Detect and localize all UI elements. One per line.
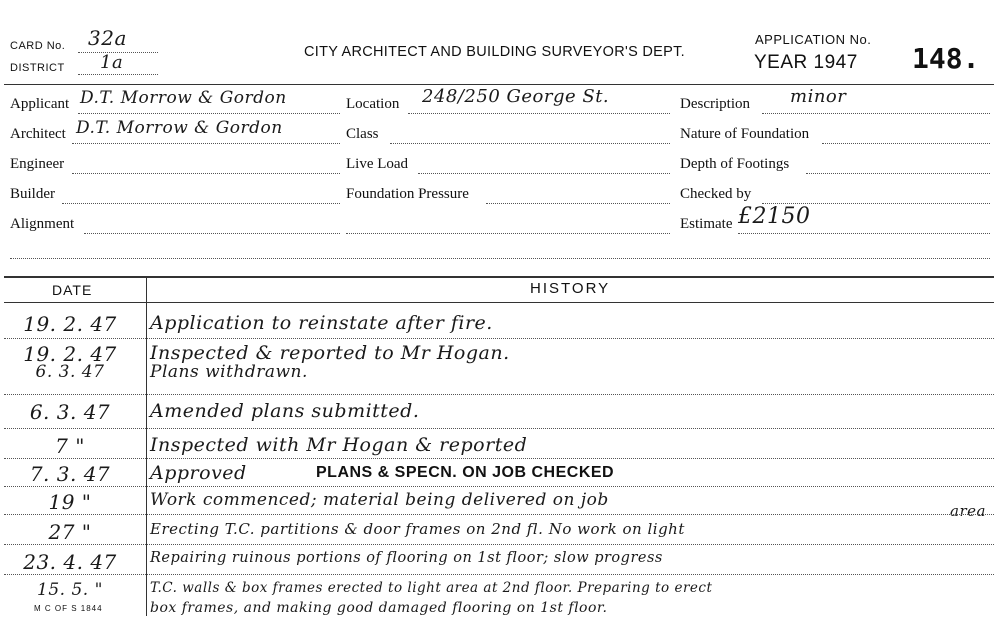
row-date: 23. 4. 47 [23, 550, 117, 574]
row-date: 7 " [55, 434, 85, 458]
district-value: 1a [100, 52, 124, 73]
table-row [0, 400, 999, 426]
table-top-rule [4, 276, 994, 278]
nature-line [822, 143, 990, 144]
checked-by-label: Checked by [680, 186, 752, 202]
row-date: 27 " [48, 520, 92, 544]
estimate-value: £2150 [738, 204, 811, 229]
table-row [0, 580, 999, 602]
applicant-value: D.T. Morrow & Gordon [80, 88, 287, 108]
row-history: box frames, and making good damaged flooring on 1st floor. [150, 600, 608, 616]
alignment-label: Alignment [10, 216, 75, 232]
date-header: DATE [52, 282, 93, 298]
table-row [0, 600, 999, 622]
row-history: T.C. walls & box frames erected to light area at 2nd floor. Preparing to erect [150, 580, 713, 596]
location-label: Location [346, 96, 400, 112]
row-rule [4, 394, 994, 395]
architect-label: Architect [10, 126, 66, 142]
table-row [0, 550, 999, 576]
district-line [78, 74, 158, 75]
live-load-line [418, 173, 670, 174]
row-rule [4, 428, 994, 429]
description-line [762, 113, 990, 114]
live-load-label: Live Load [346, 156, 409, 172]
class-label: Class [346, 126, 379, 142]
history-header: HISTORY [530, 280, 611, 297]
district-label: DISTRICT [10, 62, 65, 74]
col2-blank-line [346, 233, 670, 234]
header-rule [4, 84, 994, 85]
table-row [0, 362, 999, 388]
engineer-label: Engineer [10, 156, 65, 172]
row-history: Work commenced; material being delivered on job [150, 490, 609, 510]
area-note: area [950, 502, 986, 520]
location-value: 248/250 George St. [422, 86, 610, 107]
row-history: Approved [150, 462, 247, 484]
year-label: YEAR 1947 [754, 52, 858, 73]
row-rule [4, 338, 994, 339]
fields-bottom-dotted [10, 258, 990, 259]
table-row [0, 490, 999, 516]
estimate-line [738, 233, 990, 234]
applicant-label: Applicant [10, 96, 70, 112]
table-row [0, 434, 999, 460]
row-rule [4, 574, 994, 575]
architect-line [72, 143, 340, 144]
row-rule [4, 514, 994, 515]
foundation-pressure-label: Foundation Pressure [346, 186, 469, 202]
location-line [408, 113, 670, 114]
alignment-line [84, 233, 340, 234]
applicant-line [78, 113, 340, 114]
class-line [390, 143, 670, 144]
row-date: 19. 2. 47 [23, 312, 117, 336]
application-label: APPLICATION No. [755, 32, 872, 47]
dept-title: CITY ARCHITECT AND BUILDING SURVEYOR'S DEPT. [304, 44, 685, 60]
builder-label: Builder [10, 186, 55, 202]
description-value: minor [790, 86, 847, 107]
plans-checked-stamp: PLANS & SPECN. ON JOB CHECKED [316, 464, 615, 481]
architect-value: D.T. Morrow & Gordon [76, 118, 283, 138]
row-history: Inspected with Mr Hogan & reported [150, 434, 528, 456]
row-history: Inspected & reported to Mr Hogan. [150, 342, 510, 364]
application-number: 148. [912, 42, 980, 75]
row-history: Plans withdrawn. [150, 362, 308, 382]
row-rule [4, 486, 994, 487]
row-date: 19 " [48, 490, 92, 514]
row-history: Amended plans submitted. [150, 400, 420, 422]
row-date: 19. 2. 47 [23, 342, 117, 366]
row-rule [4, 458, 994, 459]
description-label: Description [680, 96, 750, 112]
row-history: Erecting T.C. partitions & door frames on 2nd fl. No work on light [150, 520, 685, 538]
row-date: 7. 3. 47 [29, 462, 111, 486]
row-history: Repairing ruinous portions of flooring on 1st floor; slow progress [150, 550, 663, 566]
form-code: M C OF S 1844 [34, 604, 103, 613]
row-date: 15. 5. " [37, 580, 103, 600]
table-header-rule [4, 302, 994, 303]
engineer-line [72, 173, 340, 174]
nature-of-foundation-label: Nature of Foundation [680, 126, 810, 142]
depth-of-footings-label: Depth of Footings [680, 156, 790, 172]
depth-line [806, 173, 990, 174]
table-row [0, 462, 999, 488]
table-row [0, 312, 999, 338]
row-date: 6. 3. 47 [29, 400, 111, 424]
builder-line [62, 203, 340, 204]
foundation-pressure-line [486, 203, 670, 204]
estimate-label: Estimate [680, 216, 733, 232]
row-rule [4, 544, 994, 545]
row-date: 6. 3. 47 [35, 362, 105, 382]
row-history: Application to reinstate after fire. [150, 312, 493, 334]
card-no-label: CARD No. [10, 40, 66, 52]
card-no-value: 32a [88, 26, 127, 50]
